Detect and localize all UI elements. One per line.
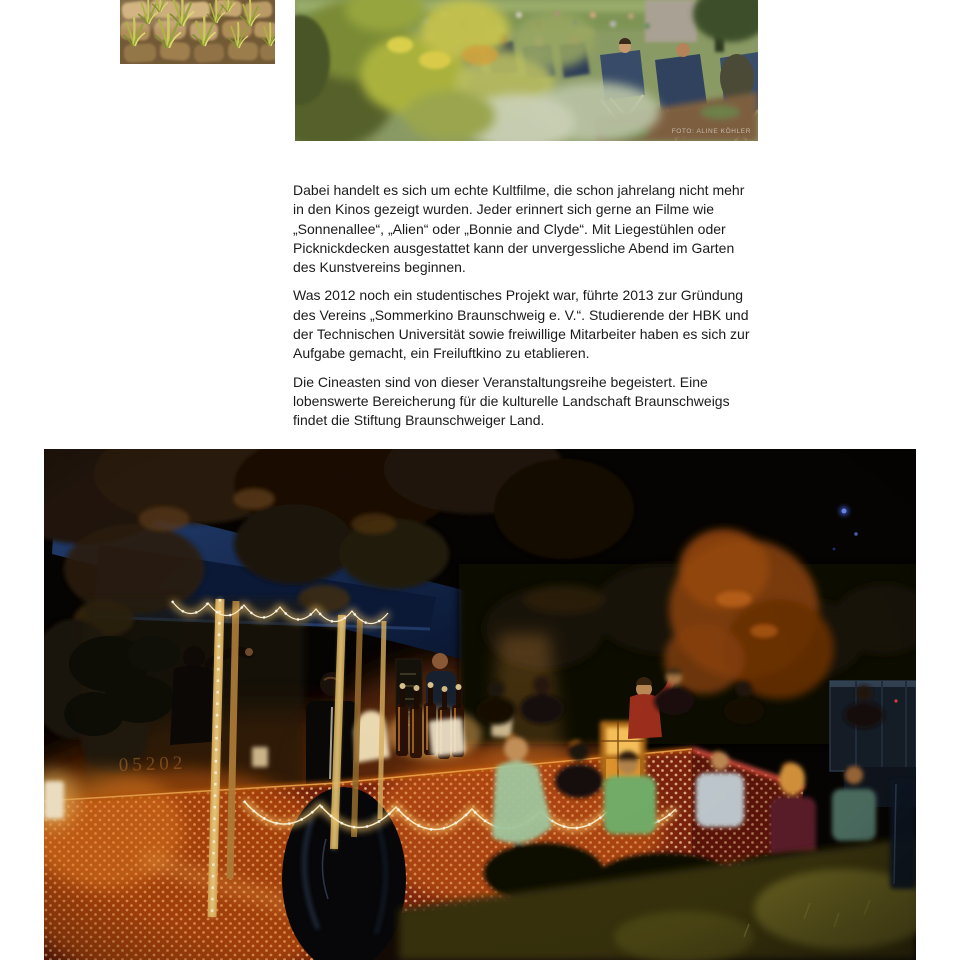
open-air-cinema-illustration (295, 0, 758, 141)
paragraph-cineasten: Die Cineasten sind von dieser Veranstaltungsreihe begeistert. Eine lobenswerte Bereicherung für die kulturelle Landschaft Braunschweigs findet die Stiftung Braunschweiger Land. (293, 373, 730, 429)
gallery-main-cinema-photo[interactable] (295, 0, 758, 141)
night-cinema-photo (44, 449, 916, 960)
night-scene-illustration (44, 449, 916, 960)
stone-pillar (645, 0, 697, 42)
cobblestone-illustration (120, 0, 275, 64)
photo-credit: FOTO: ALINE KÖHLER (671, 128, 751, 135)
paragraph-vereinsgruendung: Was 2012 noch ein studentisches Projekt war, führte 2013 zur Gründung des Vereins „Sommerkino Braunschweig e. V.“. Studierende der HBK und der Technischen Universität sowie freiwillige Mitarbeiter haben es sich zur Aufgabe gemacht, ein Freiluftkino zu etablieren. (293, 287, 750, 362)
gallery-thumbnail-cobblestone-photo[interactable] (120, 0, 275, 64)
paragraph-kultfilme: Dabei handelt es sich um echte Kultfilme, die schon jahrelang nicht mehr in den Kinos gezeigt wurden. Jeder erinnert sich gerne an Filme wie „Sonnenallee“, „Alien“ oder „Bonnie and Clyde“. Mit Liegestühlen oder Picknickdecken ausgestattet kann der unvergessliche Abend im Garten des Kunstvereins beginnen. (293, 182, 745, 276)
article-body (293, 181, 759, 431)
